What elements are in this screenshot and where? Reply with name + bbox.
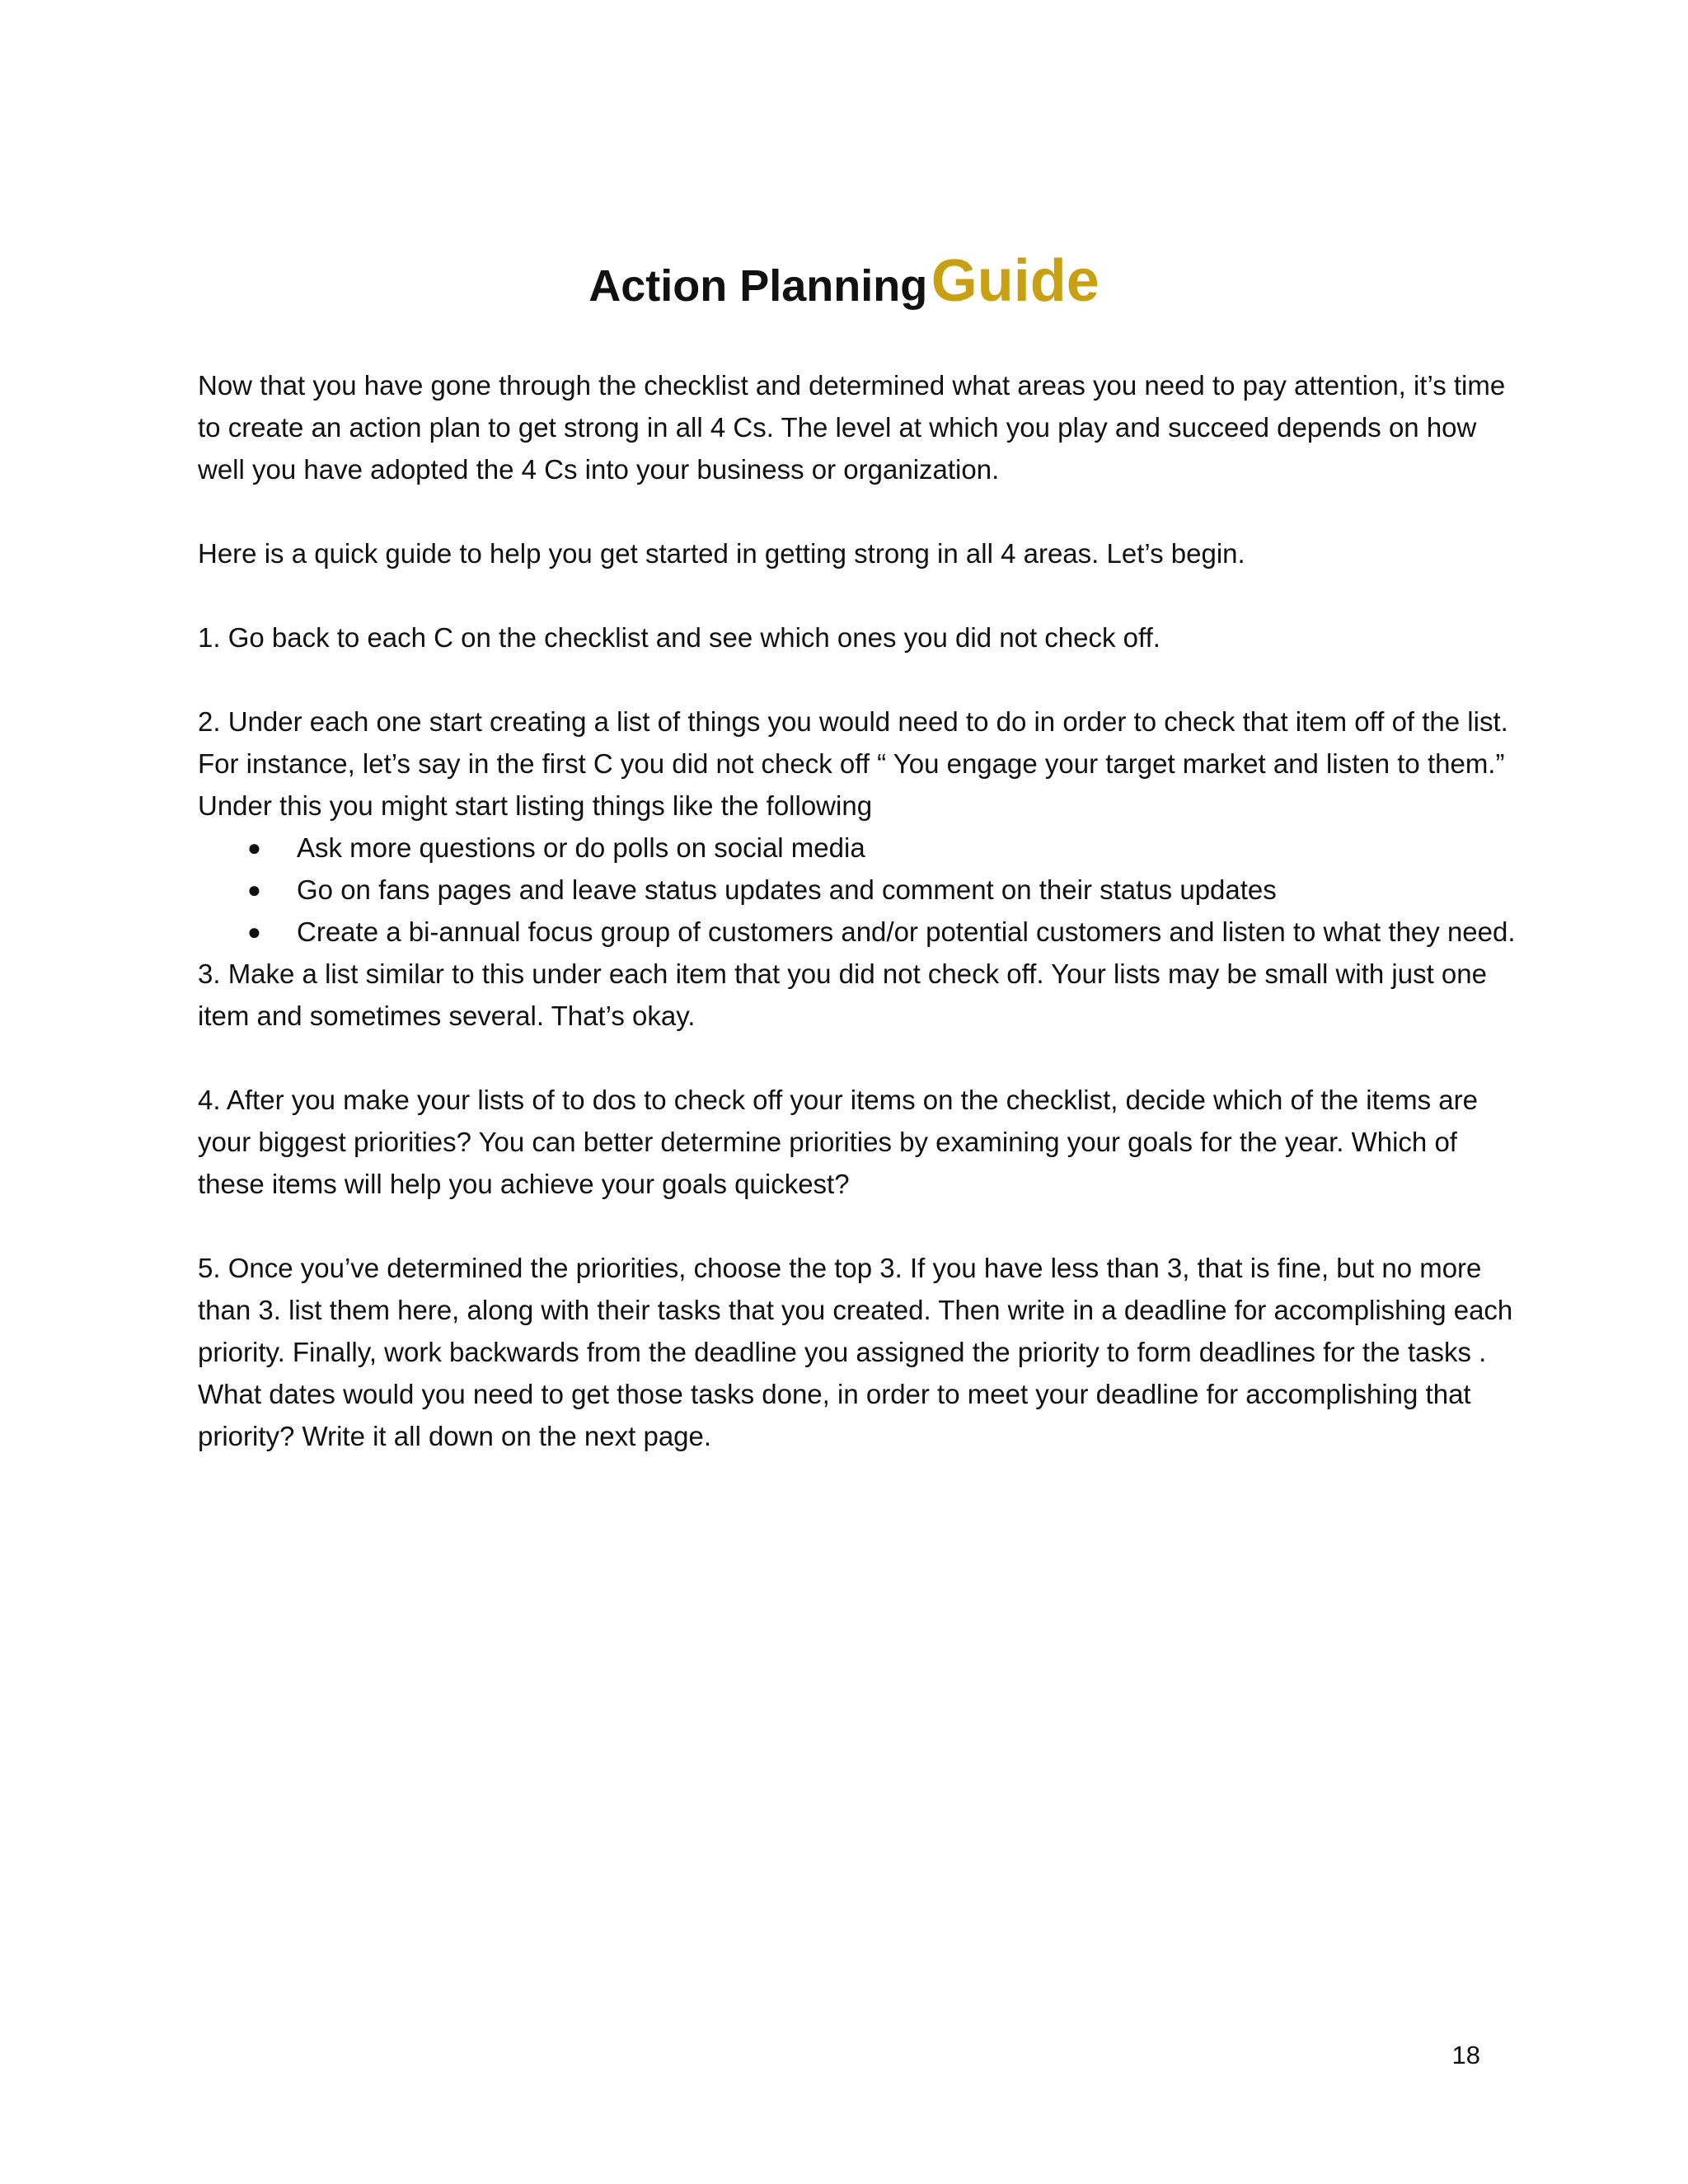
step-1: 1. Go back to each C on the checklist and see which ones you did not check off. — [198, 622, 1160, 653]
bullet-icon: ● — [247, 919, 261, 944]
body-text — [198, 364, 1517, 1457]
bullet-icon: ● — [247, 877, 261, 902]
paragraph-gap — [198, 658, 1517, 701]
paragraph-gap — [198, 1205, 1517, 1247]
step-5: 5. Once you’ve determined the priorities, choose the top 3. If you have less than 3, that is fine, but no more than 3. list them here, along with their tasks that you created. Then write in a deadline for accomplishing each priority. Finally, work backwards from the deadline you assigned the priority to form deadlines for the tasks . What dates would you need to get those tasks done, in order to meet your deadline for accomplishing that priority? Write it all down on the next page. — [198, 1253, 1513, 1451]
bullet-item — [198, 911, 1517, 953]
title-main: Action Planning — [588, 261, 928, 311]
bullet-icon: ● — [247, 835, 261, 860]
page-number: 18 — [1451, 2041, 1480, 2069]
bullet-item — [198, 869, 1517, 911]
paragraph-gap — [198, 1037, 1517, 1079]
bullet-list — [198, 827, 1517, 953]
bullet-text: Create a bi-annual focus group of customers and/or potential customers and listen to what they need. — [297, 916, 1516, 947]
step-3: 3. Make a list similar to this under each item that you did not check off. Your lists may be small with just one item and sometimes several. That’s okay. — [198, 958, 1487, 1031]
bullet-text: Go on fans pages and leave status updates and comment on their status updates — [297, 874, 1277, 905]
paragraph-gap — [198, 574, 1517, 616]
bullet-item — [198, 827, 1517, 869]
title-accent: Guide — [931, 248, 1100, 314]
page-title — [0, 246, 1688, 316]
intro-paragraph: Now that you have gone through the checklist and determined what areas you need to pay attention, it’s time to create an action plan to get strong in all 4 Cs. The level at which you play and succeed depends on how well you have adopted the 4 Cs into your business or organization. — [198, 370, 1506, 485]
step-2: 2. Under each one start creating a list of things you would need to do in order to check that item off of the list. For instance, let’s say in the first C you did not check off “ You engage your target market and listen to them.” Under this you might start listing things like the following — [198, 706, 1508, 821]
step-4: 4. After you make your lists of to dos to check off your items on the checklist, decide which of the items are your biggest priorities? You can better determine priorities by examining your goals for the year. Which of these items will help you achieve your goals quickest? — [198, 1085, 1478, 1199]
lead-paragraph: Here is a quick guide to help you get started in getting strong in all 4 areas. Let’s begin. — [198, 538, 1245, 569]
bullet-text: Ask more questions or do polls on social media — [297, 832, 865, 863]
paragraph-gap — [198, 490, 1517, 532]
